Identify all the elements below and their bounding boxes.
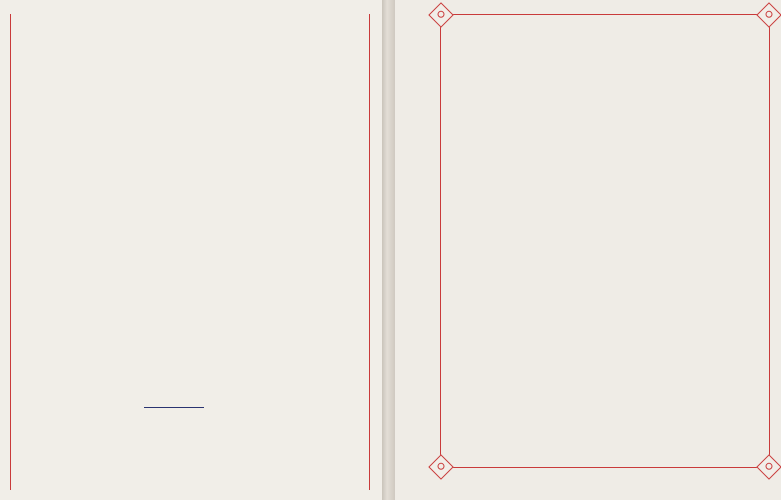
- book-gutter: [382, 0, 395, 500]
- divider-rule: [144, 407, 204, 408]
- tariff-page: [0, 0, 382, 500]
- page-border: [10, 14, 370, 490]
- drives-page: [395, 0, 781, 500]
- page-border: [440, 14, 770, 468]
